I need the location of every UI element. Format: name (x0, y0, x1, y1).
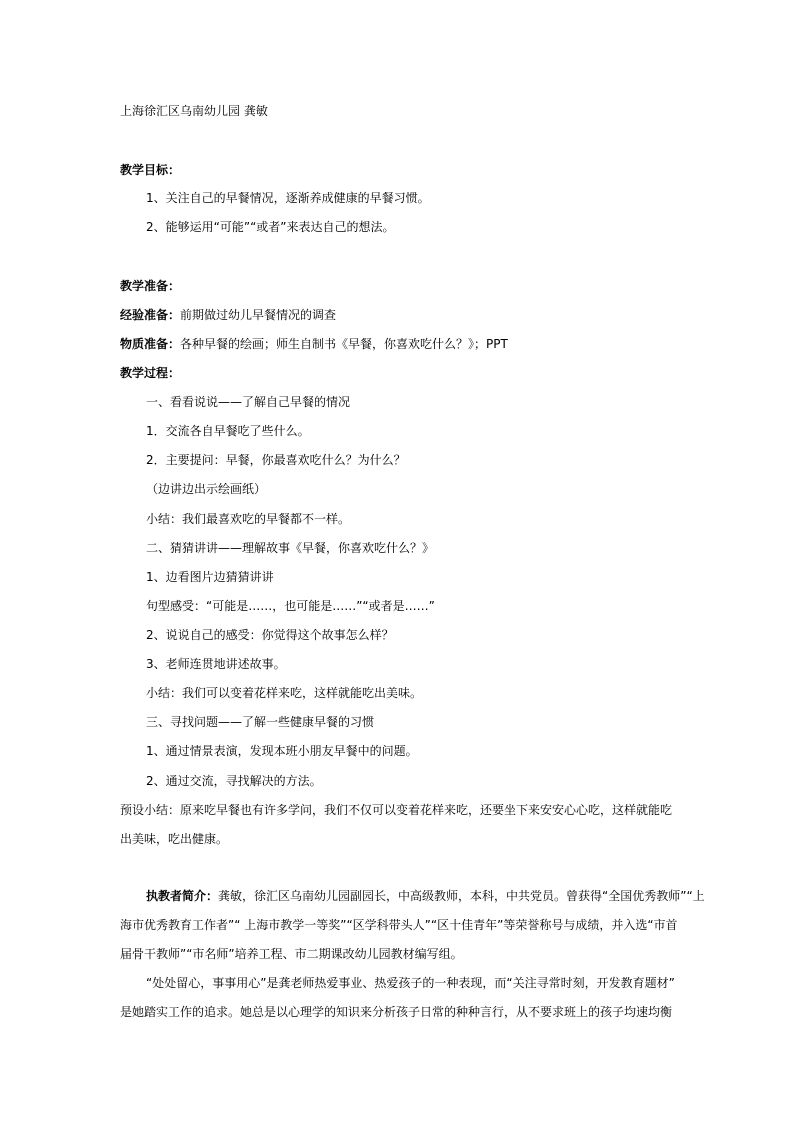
process-line: 2、说说自己的感受：你觉得这个故事怎么样？ (146, 628, 394, 642)
process-line: 一、看看说说——了解自己早餐的情况 (146, 395, 351, 409)
process-heading: 教学过程： (120, 366, 181, 380)
material-label: 物质准备： (120, 337, 181, 351)
process-line: 3、老师连贯地讲述故事。 (146, 657, 286, 671)
preset-summary: 预设小结：原来吃早餐也有许多学问，我们不仅可以变着花样来吃，还要坐下来安安心心吃，这样就能吃 (120, 803, 673, 817)
objective-item: 2、能够运用“可能”“或者”来表达自己的想法。 (146, 220, 395, 234)
process-line: 小结：我们可以变着花样来吃，这样就能吃出美味。 (146, 686, 423, 700)
preparation-heading: 教学准备： (120, 279, 181, 293)
process-line: 小结：我们最喜欢吃的早餐都不一样。 (146, 512, 351, 526)
process-line: 句型感受：“可能是……，也可能是……”“或者是……” (146, 599, 435, 613)
objective-item: 1、关注自己的早餐情况，逐渐养成健康的早餐习惯。 (146, 191, 430, 205)
process-line: （边讲边出示绘画纸） (146, 482, 267, 496)
process-line: 1、边看图片边猜猜讲讲 (146, 570, 274, 584)
bio-line: “处处留心，事事用心”是龚老师热爱事业、热爱孩子的一种表现，而“关注寻常时刻，开发教育题材” (146, 976, 675, 990)
preset-summary-cont: 出美味，吃出健康。 (120, 832, 229, 846)
process-line: 1、通过情景表演，发现本班小朋友早餐中的问题。 (146, 744, 418, 758)
bio-line: 是她踏实工作的追求。她总是以心理学的知识来分析孩子日常的种种言行，从不要求班上的孩子均速均衡 (120, 1005, 673, 1019)
bio-first-line (146, 888, 705, 904)
objectives-heading: 教学目标： (120, 163, 181, 177)
process-line: 2、通过交流，寻找解决的方法。 (146, 774, 322, 788)
process-line: 三、寻找问题——了解一些健康早餐的习惯 (146, 715, 375, 729)
process-line: 2．主要提问：早餐，你最喜欢吃什么？为什么？ (146, 453, 406, 467)
bio-line: 海市优秀教育工作者”“ 上海市教学一等奖”“区学科带头人”“区十佳青年”等荣誉称号与成绩，并入选“市首 (120, 918, 678, 932)
bio-text: 龚敏，徐汇区乌南幼儿园副园长，中高级教师，本科，中共党员。曾获得“全国优秀教师”“上 (218, 889, 705, 903)
material-preparation (120, 336, 508, 352)
experience-text: 前期做过幼儿早餐情况的调查 (180, 308, 337, 322)
bio-label: 执教者简介： (146, 889, 219, 903)
experience-label: 经验准备： (120, 308, 181, 322)
bio-line: 届骨干教师”“市名师”培养工程、市二期课改幼儿园教材编写组。 (120, 947, 463, 961)
author-line: 上海徐汇区乌南幼儿园 龚敏 (120, 104, 268, 118)
process-line: 1．交流各自早餐吃了些什么。 (146, 424, 310, 438)
experience-preparation (120, 307, 336, 323)
process-line: 二、猜猜讲讲——理解故事《早餐，你喜欢吃什么？》 (146, 541, 435, 555)
material-text: 各种早餐的绘画；师生自制书《早餐，你喜欢吃什么？》；PPT (180, 337, 508, 351)
